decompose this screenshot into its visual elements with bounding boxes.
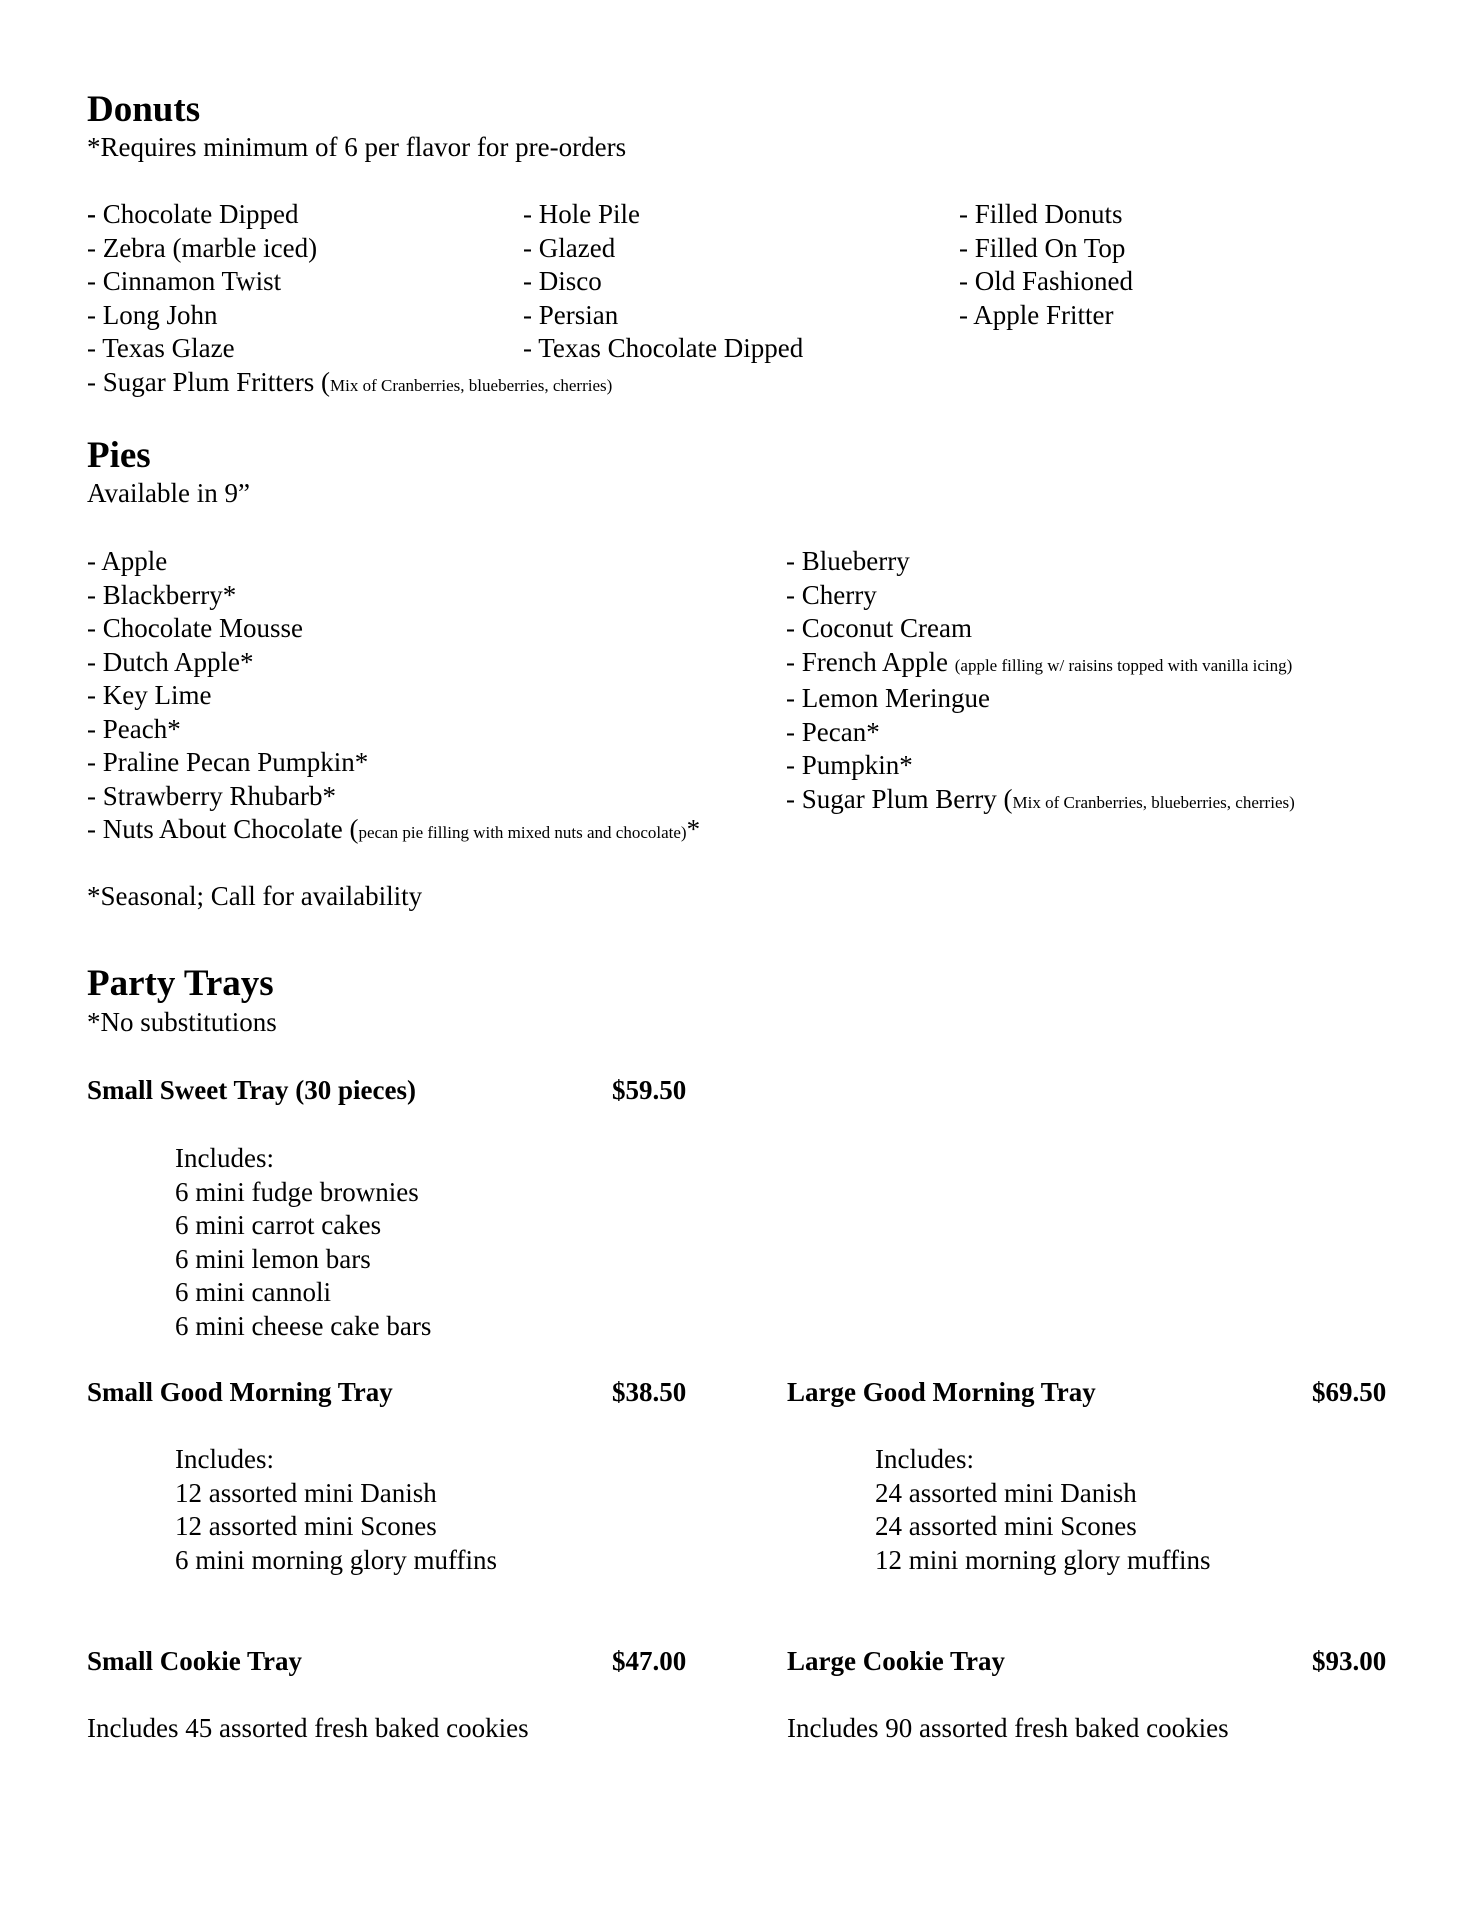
pies-list-col1 [87,545,368,813]
list-item: 24 assorted mini Scones [875,1511,1137,1541]
donuts-list-col3 [959,198,1133,332]
pies-list-col2 [786,545,1295,819]
donuts-heading: Donuts [87,89,201,130]
pies-seasonal-note: *Seasonal; Call for availability [87,881,423,911]
large-cookie-tray-title: Large Cookie Tray [787,1646,1005,1676]
large-good-morning-tray-price: $69.50 [1312,1377,1387,1407]
list-item: Includes: [175,1444,274,1474]
list-item: - Disco [523,266,602,296]
pies-heading: Pies [87,435,151,476]
list-item: - Blackberry* [87,579,237,610]
donuts-list-col2 [523,198,803,366]
list-item: Includes: [875,1444,974,1474]
list-item: 6 mini cannoli [175,1277,331,1307]
list-item: 6 mini cheese cake bars [175,1310,432,1341]
list-item: - Dutch Apple* [87,646,254,677]
list-item: 6 mini fudge brownies [175,1176,419,1207]
large-cookie-tray-description: Includes 90 assorted fresh baked cookies [787,1713,1229,1743]
list-item: - Praline Pecan Pumpkin* [87,747,369,777]
list-item: - Pumpkin* [786,750,913,780]
sugar-plum-label: Sugar Plum Fritters ( [102,367,330,397]
list-item: 6 mini carrot cakes [175,1210,382,1240]
list-item: - Zebra (marble iced) [87,232,318,263]
list-item: 12 assorted mini Danish [175,1477,437,1508]
list-item: 12 mini morning glory muffins [875,1544,1211,1575]
menu-page [87,0,1407,1920]
donuts-note: *Requires minimum of 6 per flavor for pre-orders [87,132,627,162]
list-item: 6 mini lemon bars [175,1243,371,1274]
list-item: - Filled Donuts [959,199,1123,229]
large-good-morning-tray-title: Large Good Morning Tray [787,1377,1096,1407]
donuts-list-col1 [87,198,317,366]
list-item: - Glazed [523,232,616,263]
pies-note: Available in 9” [87,478,250,508]
small-sweet-tray-title: Small Sweet Tray (30 pieces) [87,1075,416,1105]
sugar-plum-detail: Mix of Cranberries, blueberries, cherries) [330,376,613,395]
list-item: - Apple [87,546,168,576]
list-item-sugar-plum-berry: - Sugar Plum Berry (Mix of Cranberries, blueberries, cherries) [786,783,1295,814]
list-item: - Cherry [786,579,877,610]
list-item: - Peach* [87,713,181,744]
small-good-morning-tray-includes [175,1443,497,1577]
list-item: - Persian [523,299,619,330]
list-item: - Blueberry [786,546,910,576]
small-sweet-tray-price: $59.50 [612,1075,687,1105]
list-item: - Texas Chocolate Dipped [523,333,804,363]
small-cookie-tray-title: Small Cookie Tray [87,1646,303,1676]
list-item: 6 mini morning glory muffins [175,1544,497,1575]
list-item: - Key Lime [87,680,212,710]
list-item: - Long John [87,299,218,330]
list-item: - Coconut Cream [786,613,972,643]
list-item: - Strawberry Rhubarb* [87,780,336,811]
list-item: 24 assorted mini Danish [875,1477,1137,1508]
list-item: - Old Fashioned [959,266,1133,296]
party-trays-note: *No substitutions [87,1007,277,1037]
list-item: - Cinnamon Twist [87,266,282,296]
list-item: - Filled On Top [959,232,1126,263]
list-item: - Chocolate Dipped [87,199,299,229]
small-good-morning-tray-price: $38.50 [612,1377,687,1407]
small-good-morning-tray-title: Small Good Morning Tray [87,1377,393,1407]
list-item: Includes: [175,1143,274,1173]
large-good-morning-tray-includes [875,1443,1211,1577]
list-item: - Apple Fritter [959,299,1114,330]
list-item: - Hole Pile [523,199,640,229]
list-item: - Texas Glaze [87,333,235,363]
small-cookie-tray-description: Includes 45 assorted fresh baked cookies [87,1713,529,1743]
list-item: 12 assorted mini Scones [175,1511,437,1541]
small-sweet-tray-includes [175,1142,431,1343]
donuts-sugar-plum-item: - Sugar Plum Fritters (Mix of Cranberries, blueberries, cherries) [87,367,613,397]
small-cookie-tray-price: $47.00 [612,1646,687,1676]
party-trays-heading: Party Trays [87,963,274,1004]
list-item: - Pecan* [786,716,880,747]
list-item: - Chocolate Mousse [87,613,303,643]
pies-nuts-about-item: - Nuts About Chocolate (pecan pie filling with mixed nuts and chocolate)* [87,814,701,844]
large-cookie-tray-price: $93.00 [1312,1646,1387,1676]
list-item-french-apple: - French Apple (apple filling w/ raisins topped with vanilla icing) [786,646,1293,677]
list-item: - Lemon Meringue [786,683,990,713]
